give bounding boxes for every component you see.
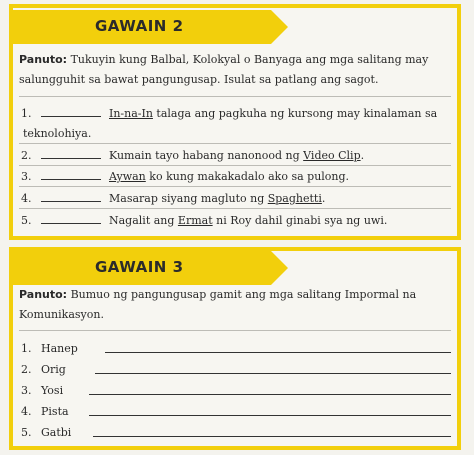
item-number: 4. — [21, 192, 32, 205]
item-text: Nagalit ang — [109, 214, 178, 227]
answer-line[interactable] — [93, 426, 451, 437]
answer-line[interactable] — [105, 342, 451, 353]
underlined-word: Spaghetti — [267, 192, 322, 205]
item-text: talaga ang pagkuha ng kursong may kinalaman sa — [152, 107, 438, 120]
item-word: Pista — [41, 405, 69, 418]
answer-blank[interactable] — [41, 170, 101, 180]
gawain2-banner — [13, 10, 271, 44]
item-word: Yosi — [41, 384, 64, 397]
gawain3-item-4 — [21, 405, 451, 418]
gawain2-section — [9, 4, 461, 240]
item-text: Kumain tayo habang nanonood ng — [109, 149, 304, 162]
answer-blank[interactable] — [41, 107, 101, 117]
answer-blank[interactable] — [41, 149, 101, 159]
underlined-word: In-na-In — [109, 107, 153, 120]
underlined-word: Video Clip — [303, 149, 361, 162]
item-text: Masarap siyang magluto ng — [109, 192, 268, 205]
gawain2-item-3 — [21, 170, 451, 183]
gawain2-panuto-label: Panuto: — [19, 53, 68, 66]
gawain2-item-2 — [21, 149, 451, 162]
answer-line[interactable] — [89, 384, 451, 395]
gawain3-panuto-text: Bumuo ng pangungusap gamit ang mga salitang Impormal na Komunikasyon. — [19, 288, 417, 321]
gawain3-item-3 — [21, 384, 451, 397]
gawain2-title: GAWAIN 2 — [95, 17, 184, 35]
item-number: 2. — [21, 363, 32, 376]
gawain2-instructions — [19, 50, 451, 90]
gawain2-panuto-text: Tukuyin kung Balbal, Kolokyal o Banyaga ang mga salitang may salungguhit sa bawat pangungusap. Isulat sa patlang ang sagot. — [19, 53, 429, 86]
underlined-word: Aywan — [109, 170, 146, 183]
divider — [19, 143, 451, 144]
gawain3-item-1 — [21, 342, 451, 355]
answer-line[interactable] — [95, 363, 451, 374]
gawain3-item-5 — [21, 426, 451, 439]
item-text: ko kung makakadalo ako sa pulong. — [145, 170, 350, 183]
divider — [19, 96, 451, 97]
divider — [19, 330, 451, 331]
gawain2-item-1-continued: teknolohiya. — [23, 127, 92, 140]
item-number: 4. — [21, 405, 32, 418]
answer-blank[interactable] — [41, 214, 101, 224]
answer-line[interactable] — [89, 405, 451, 416]
answer-blank[interactable] — [41, 192, 101, 202]
gawain3-banner — [13, 251, 271, 285]
divider — [19, 208, 451, 209]
item-number: 1. — [21, 107, 32, 120]
item-number: 2. — [21, 149, 32, 162]
item-number: 1. — [21, 342, 32, 355]
item-word: Gatbi — [41, 426, 72, 439]
item-number: 3. — [21, 384, 32, 397]
gawain3-section — [9, 247, 461, 450]
gawain3-panuto-label: Panuto: — [19, 288, 68, 301]
underlined-word: Ermat — [177, 214, 213, 227]
item-number: 5. — [21, 426, 32, 439]
item-word: Hanep — [41, 342, 78, 355]
gawain2-item-5 — [21, 214, 451, 227]
item-number: 3. — [21, 170, 32, 183]
item-number: 5. — [21, 214, 32, 227]
gawain2-item-4 — [21, 192, 451, 205]
divider — [19, 165, 451, 166]
item-text: ni Roy dahil ginabi sya ng uwi. — [212, 214, 388, 227]
gawain3-title: GAWAIN 3 — [95, 258, 184, 276]
gawain2-item-1 — [21, 107, 451, 120]
item-text: . — [360, 149, 365, 162]
item-text: . — [321, 192, 326, 205]
divider — [19, 186, 451, 187]
gawain3-item-2 — [21, 363, 451, 376]
item-word: Orig — [41, 363, 66, 376]
gawain3-instructions — [19, 285, 451, 325]
